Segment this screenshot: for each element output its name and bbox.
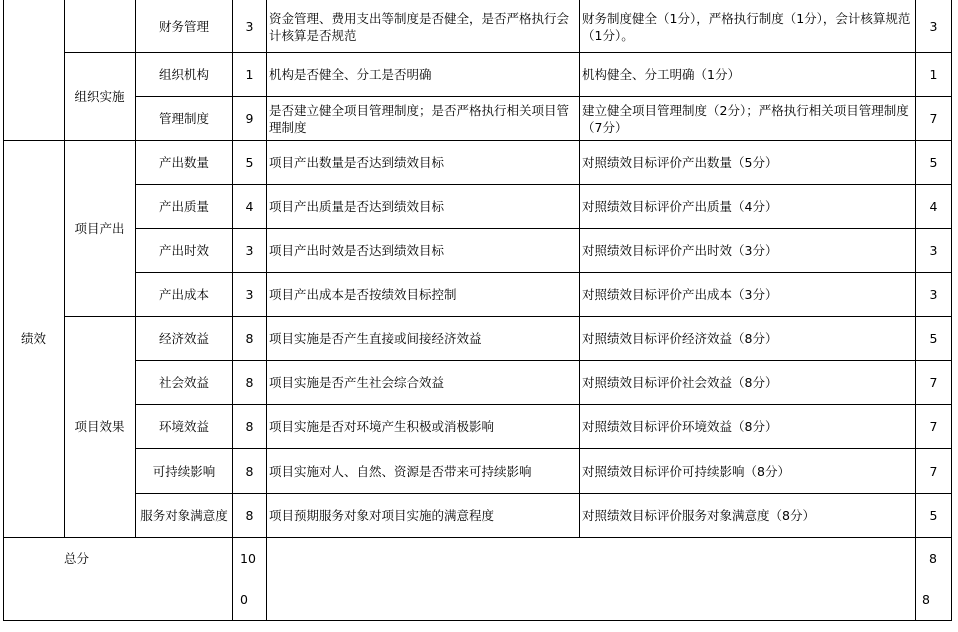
sub-item-text: 社会效益 xyxy=(158,375,209,390)
actual-score-text: 7 xyxy=(929,419,938,434)
sub-item-cell xyxy=(136,53,232,96)
score-text: 8 xyxy=(245,419,254,434)
score-text: 8 xyxy=(245,508,254,523)
actual-score-text: 5 xyxy=(929,155,938,170)
score-cell xyxy=(233,185,266,228)
category-jixiao-cell xyxy=(3,140,64,537)
question-text: 项目产出成本是否按绩效目标控制 xyxy=(269,287,457,302)
group-chanchu-cell xyxy=(64,140,135,316)
sub-item-text: 管理制度 xyxy=(158,111,209,126)
actual-score-cell xyxy=(916,317,951,360)
sub-item-cell xyxy=(136,449,232,493)
actual-score-cell xyxy=(916,141,951,184)
sub-item-cell xyxy=(136,229,232,272)
sub-item-text: 服务对象满意度 xyxy=(140,508,228,523)
score-cell xyxy=(233,97,266,140)
sub-item-text: 产出成本 xyxy=(158,287,209,302)
score-text: 8 xyxy=(245,331,254,346)
score-cell xyxy=(233,53,266,96)
actual-score-cell xyxy=(916,361,951,404)
actual-score-text: 3 xyxy=(929,287,938,302)
criteria-cell xyxy=(580,141,915,184)
question-cell xyxy=(267,1,579,52)
score-text: 3 xyxy=(245,19,254,34)
question-text: 机构是否健全、分工是否明确 xyxy=(269,67,432,82)
category-label: 绩效 xyxy=(20,331,46,346)
criteria-text: 对照绩效目标评价产出数量（5分） xyxy=(582,155,778,170)
sub-item-text: 环境效益 xyxy=(158,419,209,434)
question-text: 项目实施是否产生直接或间接经济效益 xyxy=(269,331,482,346)
actual-score-cell xyxy=(916,494,951,537)
criteria-text: 对照绩效目标评价经济效益（8分） xyxy=(582,331,778,346)
score-cell xyxy=(233,1,266,52)
actual-score-text: 3 xyxy=(929,19,938,34)
question-text: 项目实施对人、自然、资源是否带来可持续影响 xyxy=(269,463,532,479)
group-label: 项目产出 xyxy=(74,220,125,236)
actual-score-cell xyxy=(916,185,951,228)
actual-score-text: 4 xyxy=(929,199,938,214)
criteria-cell xyxy=(580,405,915,448)
sub-item-text: 组织机构 xyxy=(158,67,209,82)
score-text: 8 xyxy=(245,375,254,390)
actual-score-cell xyxy=(916,229,951,272)
sub-item-cell xyxy=(136,361,232,404)
criteria-cell xyxy=(580,97,915,140)
criteria-cell xyxy=(580,229,915,272)
score-text: 9 xyxy=(245,111,254,126)
question-cell xyxy=(267,449,579,493)
question-cell xyxy=(267,229,579,272)
score-text: 3 xyxy=(245,287,254,302)
actual-score-cell xyxy=(916,1,951,52)
actual-score-cell xyxy=(916,97,951,140)
score-text: 5 xyxy=(245,155,254,170)
criteria-text: 对照绩效目标评价服务对象满意度（8分） xyxy=(582,508,815,523)
criteria-cell xyxy=(580,494,915,537)
question-text: 项目实施是否对环境产生积极或消极影响 xyxy=(269,419,495,434)
criteria-text: 机构健全、分工明确（1分） xyxy=(582,67,740,82)
question-text: 是否建立健全项目管理制度；是否严格执行相关项目管理制度 xyxy=(269,102,570,135)
score-text: 8 xyxy=(245,463,254,479)
actual-score-text: 3 xyxy=(929,243,938,258)
question-cell xyxy=(267,185,579,228)
question-cell xyxy=(267,273,579,316)
sub-item-text: 产出质量 xyxy=(158,199,209,214)
sub-item-cell xyxy=(136,185,232,228)
criteria-text: 对照绩效目标评价产出时效（3分） xyxy=(582,243,778,258)
question-text: 项目产出数量是否达到绩效目标 xyxy=(269,155,445,170)
sub-item-text: 经济效益 xyxy=(158,331,209,346)
sub-item-cell xyxy=(136,494,232,537)
criteria-cell xyxy=(580,449,915,493)
sub-item-cell xyxy=(136,405,232,448)
score-cell xyxy=(233,229,266,272)
criteria-text: 对照绩效目标评价可持续影响（8分） xyxy=(582,463,790,479)
sub-item-cell xyxy=(136,317,232,360)
criteria-text: 对照绩效目标评价环境效益（8分） xyxy=(582,419,778,434)
group-label: 组织实施 xyxy=(74,88,125,104)
group-zuzhi-cell xyxy=(64,52,135,140)
sub-item-cell xyxy=(136,97,232,140)
actual-score-cell xyxy=(916,53,951,96)
score-cell xyxy=(233,361,266,404)
sub-item-text: 产出时效 xyxy=(158,243,209,258)
sub-item-text: 财务管理 xyxy=(158,19,209,34)
criteria-cell xyxy=(580,53,915,96)
criteria-text: 财务制度健全（1分），严格执行制度（1分），会计核算规范（1分）。 xyxy=(582,10,911,43)
question-text: 项目预期服务对象对项目实施的满意程度 xyxy=(269,508,495,523)
score-text: 1 xyxy=(245,67,254,82)
actual-score-cell xyxy=(916,449,951,493)
question-cell xyxy=(267,361,579,404)
question-text: 项目实施是否产生社会综合效益 xyxy=(269,375,445,390)
total-label: 总分 xyxy=(64,551,90,566)
score-cell xyxy=(233,449,266,493)
actual-score-text: 5 xyxy=(929,331,938,346)
criteria-text: 对照绩效目标评价产出质量（4分） xyxy=(582,199,778,214)
actual-score-text: 5 xyxy=(929,508,938,523)
criteria-text: 对照绩效目标评价社会效益（8分） xyxy=(582,375,778,390)
score-cell xyxy=(233,141,266,184)
sub-item-text: 产出数量 xyxy=(158,155,209,170)
score-cell xyxy=(233,273,266,316)
actual-score-cell xyxy=(916,405,951,448)
question-cell xyxy=(267,141,579,184)
sub-item-cell xyxy=(136,141,232,184)
actual-score-text: 7 xyxy=(929,375,938,390)
question-cell xyxy=(267,53,579,96)
sub-item-cell xyxy=(136,273,232,316)
question-cell xyxy=(267,317,579,360)
question-text: 项目产出质量是否达到绩效目标 xyxy=(269,199,445,214)
criteria-cell xyxy=(580,361,915,404)
total-score-line1: 10 xyxy=(240,551,256,566)
actual-score-cell xyxy=(916,273,951,316)
score-text: 4 xyxy=(245,199,254,214)
sub-item-text: 可持续影响 xyxy=(152,463,216,479)
question-text: 项目产出时效是否达到绩效目标 xyxy=(269,243,445,258)
actual-score-text: 7 xyxy=(929,111,938,126)
criteria-cell xyxy=(580,1,915,52)
question-cell xyxy=(267,494,579,537)
criteria-text: 对照绩效目标评价产出成本（3分） xyxy=(582,287,778,302)
score-text: 3 xyxy=(245,243,254,258)
score-cell xyxy=(233,494,266,537)
score-cell xyxy=(233,317,266,360)
question-text: 资金管理、费用支出等制度是否健全，是否严格执行会计核算是否规范 xyxy=(269,10,570,43)
question-cell xyxy=(267,97,579,140)
criteria-cell xyxy=(580,273,915,316)
total-score-line2: 0 xyxy=(240,592,248,607)
criteria-cell xyxy=(580,185,915,228)
question-cell xyxy=(267,405,579,448)
criteria-text: 建立健全项目管理制度（2分）；严格执行相关项目管理制度（7分） xyxy=(582,102,909,135)
score-cell xyxy=(233,405,266,448)
criteria-cell xyxy=(580,317,915,360)
actual-score-text: 7 xyxy=(929,463,938,479)
group-xiaoguo-cell xyxy=(64,316,135,537)
total-actual-line1: 8 xyxy=(929,551,937,566)
sub-item-cell xyxy=(136,1,232,52)
total-actual-line2: 8 xyxy=(922,592,930,607)
group-label: 项目效果 xyxy=(74,419,125,434)
actual-score-text: 1 xyxy=(929,67,938,82)
